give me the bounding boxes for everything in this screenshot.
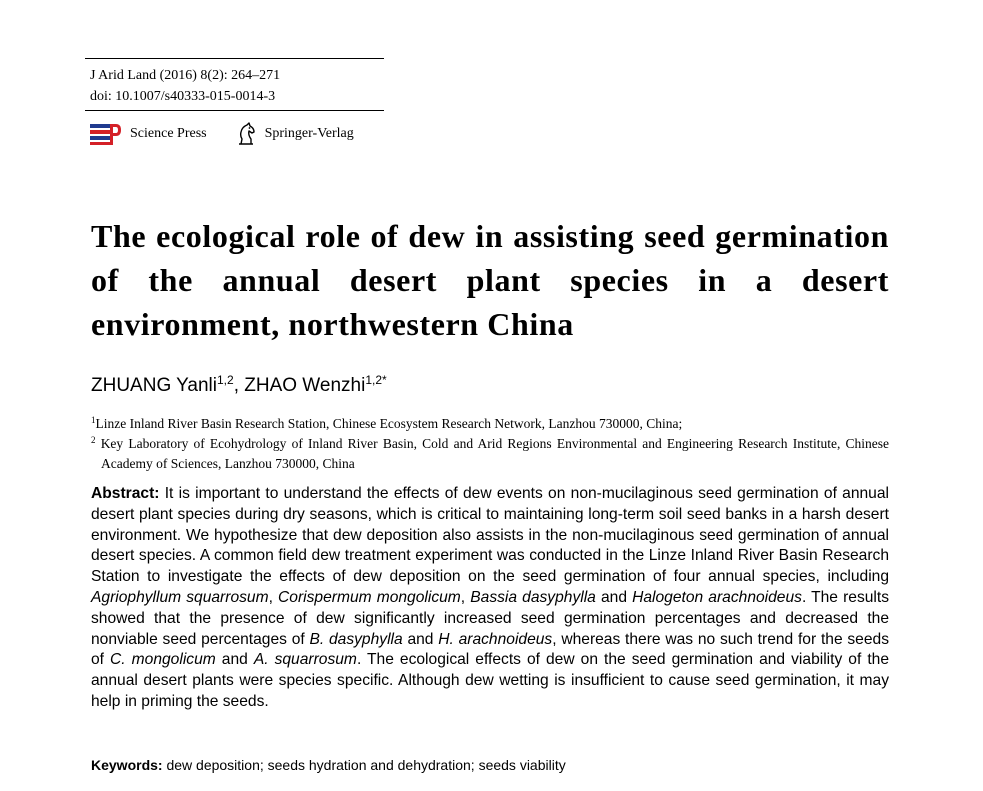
affiliation-text: Linze Inland River Basin Research Station, Chinese Ecosystem Research Network, Lanzhou 730000, China;: [95, 416, 683, 431]
affiliation-number: 1: [91, 415, 96, 425]
author-name: ZHAO Wenzhi: [244, 375, 366, 396]
affiliations: [91, 414, 889, 474]
author-affiliation-sup: 1,2: [217, 373, 234, 387]
species-name: Agriophyllum squarrosum: [91, 588, 269, 606]
species-name: B. dasyphylla: [309, 630, 403, 648]
abstract-text: and: [215, 651, 254, 669]
affiliation-number: 2: [91, 435, 96, 445]
author-name: ZHUANG Yanli: [91, 375, 217, 396]
publisher-science-press: [90, 123, 207, 145]
author-list: [91, 375, 387, 397]
abstract-text: ,: [268, 588, 279, 606]
species-name: H. arachnoideus: [438, 630, 553, 648]
abstract-body: [91, 485, 889, 710]
journal-header: [85, 58, 384, 146]
abstract-text: ,: [460, 588, 471, 606]
publisher-label: Springer-Verlag: [264, 126, 354, 141]
species-name: A. squarrosum: [253, 651, 357, 669]
species-name: Halogeton arachnoideus: [632, 588, 802, 606]
doi-line: doi: 10.1007/s40333-015-0014-3: [90, 89, 276, 104]
affiliation-item: [91, 434, 889, 474]
abstract-text: . The results showed that the presence of dew significantly increased seed germination percentages and decreased the nonviable seed percentages of: [91, 588, 890, 648]
author-affiliation-sup: 1,2*: [365, 373, 387, 387]
abstract-text: It is important to understand the effects of dew events on non-mucilaginous seed germination of annual desert plant species during dry seasons, which is critical to maintaining long-term soil seed banks in a harsh desert environment. We hypothesize that dew deposition also assists in the non-mucilaginous seed germination of annual desert species. A common field dew treatment experiment was conducted in the Linze Inland River Basin Research Station to investigate the effects of dew deposition on the seed germination of four annual species, including: [91, 485, 889, 586]
author-separator: ,: [233, 375, 245, 396]
springer-horse-icon: [235, 122, 257, 146]
abstract-text: . The ecological effects of dew on the seed germination and viability of the annual desert plants were species specific. Although dew wetting is insufficient to cause seed germination, it may help in priming the seeds.: [91, 651, 890, 710]
species-name: C. mongolicum: [110, 651, 216, 669]
abstract-label: Abstract:: [91, 485, 160, 502]
science-press-logo-icon: [90, 123, 122, 145]
abstract-text: , whereas there was no such trend for the seeds of: [91, 630, 889, 669]
affiliation-item: [91, 414, 889, 434]
abstract-text: and: [402, 630, 439, 648]
publisher-springer: [235, 122, 354, 146]
keywords: [91, 757, 566, 773]
paper-title: The ecological role of dew in assisting seed germination of the annual desert plant species in a desert environment, northwestern China: [91, 218, 889, 342]
publisher-label: Science Press: [130, 126, 207, 141]
abstract: [91, 484, 889, 713]
species-name: Corispermum mongolicum: [278, 588, 461, 606]
keywords-label: Keywords:: [91, 757, 163, 773]
publisher-row: [85, 111, 384, 146]
citation-block: [85, 59, 384, 110]
abstract-text: and: [595, 588, 633, 606]
journal-citation: J Arid Land (2016) 8(2): 264–271: [90, 68, 281, 83]
affiliation-text: Key Laboratory of Ecohydrology of Inland River Basin, Cold and Arid Regions Environmental and Engineering Research Institute, Chinese Academy of Sciences, Lanzhou 730000, China: [100, 436, 890, 471]
species-name: Bassia dasyphylla: [470, 588, 596, 606]
keywords-text: dew deposition; seeds hydration and dehydration; seeds viability: [162, 757, 566, 773]
